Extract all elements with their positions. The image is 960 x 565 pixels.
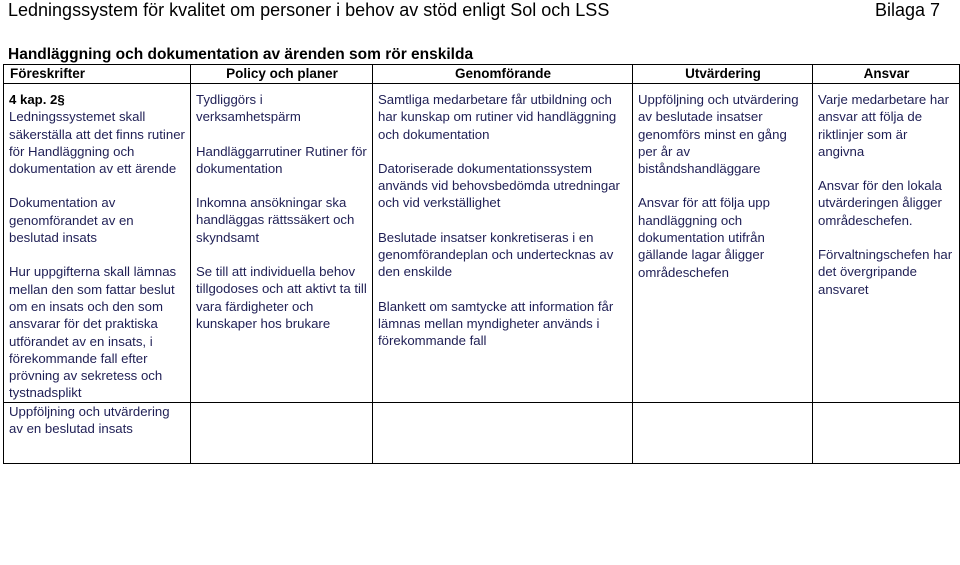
cell-text: Hur uppgifterna skall lämnas mellan den som fattar beslut om en insats och den som ansvarar för det praktiska utförandet av en insats, i förekommande fall efter prövning av sekretess och tystnadsplikt bbox=[9, 264, 177, 401]
cell-text: Ansvar för den lokala utvärderingen åligger områdeschefen. bbox=[818, 178, 942, 228]
cell-text: Beslutade insatser konkretiseras i en genomförandeplan och undertecknas av den enskilde bbox=[378, 229, 614, 280]
cell-foreskrifter bbox=[4, 84, 191, 403]
cell-text: Dokumentation av genomförandet av en beslutad insats bbox=[9, 195, 134, 246]
cell-text: Inkomna ansökningar ska handläggas rättssäkert och skyndsamt bbox=[196, 195, 355, 245]
cell-policy bbox=[191, 84, 373, 403]
cell-text: Ansvar för att följa upp handläggning och dokumentation utifrån gällande lagar åligger områdeschefen bbox=[638, 195, 770, 280]
cell-text: Varje medarbetare har ansvar att följa de riktlinjer som är angivna bbox=[818, 92, 949, 159]
column-header-policy: Policy och planer bbox=[191, 65, 373, 84]
quality-table bbox=[3, 64, 960, 464]
cell-foreskrifter bbox=[4, 402, 191, 463]
column-header-ansvar: Ansvar bbox=[813, 65, 960, 84]
cell-genomforande bbox=[373, 84, 633, 403]
cell-text: Tydliggörs i verksamhetspärm bbox=[196, 92, 301, 125]
cell-text: Uppföljning och utvärdering av beslutade insatser genomförs minst en gång per år av biståndshandläggare bbox=[638, 92, 799, 177]
document-title: Ledningssystem för kvalitet om personer i behov av stöd enligt Sol och LSS bbox=[8, 0, 610, 20]
document-header bbox=[8, 0, 952, 28]
table-row bbox=[4, 402, 960, 463]
cell-text: Samtliga medarbetare får utbildning och har kunskap om rutiner vid handläggning och dokumentation bbox=[378, 92, 617, 142]
cell-utvardering bbox=[633, 402, 813, 463]
cell-text: Handläggarrutiner Rutiner för dokumentation bbox=[196, 143, 367, 176]
table-header-row bbox=[4, 65, 960, 84]
regulation-reference: 4 kap. 2§ bbox=[9, 92, 65, 107]
column-header-foreskrifter: Föreskrifter bbox=[4, 65, 191, 84]
cell-text: Uppföljning och utvärdering av en beslutad insats bbox=[9, 403, 170, 437]
cell-policy bbox=[191, 402, 373, 463]
cell-ansvar bbox=[813, 84, 960, 403]
cell-text: Ledningssystemet skall säkerställa att det finns rutiner för Handläggning och dokumentation av ett ärende bbox=[9, 109, 185, 177]
cell-text: Blankett om samtycke att information får lämnas mellan myndigheter används i förekommande fall bbox=[378, 298, 614, 349]
cell-genomforande bbox=[373, 402, 633, 463]
section-heading: Handläggning och dokumentation av ärenden som rör enskilda bbox=[8, 46, 474, 63]
column-header-utvardering: Utvärdering bbox=[633, 65, 813, 84]
appendix-label: Bilaga 7 bbox=[874, 0, 940, 20]
cell-text: Förvaltningschefen har det övergripande ansvaret bbox=[818, 247, 953, 297]
cell-utvardering bbox=[633, 84, 813, 403]
cell-ansvar bbox=[813, 402, 960, 463]
column-header-genomforande: Genomförande bbox=[373, 65, 633, 84]
cell-text: Se till att individuella behov tillgodoses och att aktivt ta till vara färdigheter och kunskaper hos brukare bbox=[196, 264, 367, 331]
cell-text: Datoriserade dokumentationssystem används vid behovsbedömda utredningar och vid verkställighet bbox=[378, 160, 620, 211]
table-row bbox=[4, 84, 960, 403]
